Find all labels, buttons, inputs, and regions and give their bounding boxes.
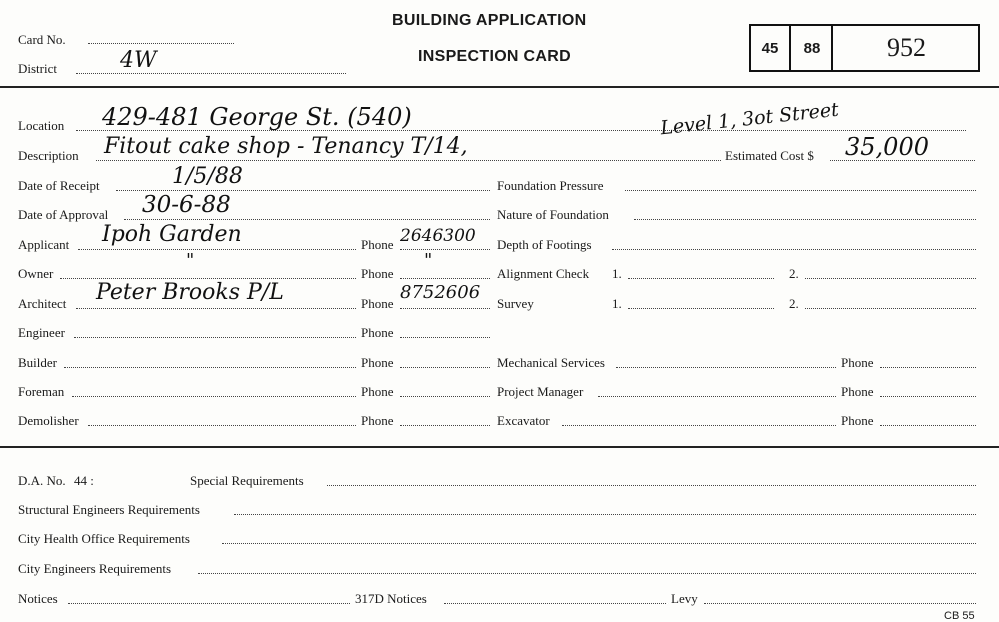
card-no-field[interactable]	[88, 43, 234, 44]
special-req-field[interactable]	[327, 485, 976, 486]
project-manager-phone-label: Phone	[841, 384, 874, 399]
owner-phone-label: Phone	[361, 266, 394, 281]
survey-1-field[interactable]	[628, 308, 774, 309]
architect-label: Architect	[18, 296, 67, 311]
applicant-field[interactable]	[78, 249, 356, 250]
applicant-phone-label: Phone	[361, 237, 394, 252]
location-label: Location	[18, 118, 65, 133]
depth-footings-label: Depth of Footings	[497, 237, 592, 252]
district-label: District	[18, 61, 57, 76]
health-field[interactable]	[222, 543, 976, 544]
date-approval-value: 30-6-88	[142, 192, 231, 218]
owner-label: Owner	[18, 266, 54, 281]
excavator-field[interactable]	[562, 425, 836, 426]
district-field[interactable]	[76, 73, 346, 74]
date-approval-label: Date of Approval	[18, 207, 109, 222]
demolisher-label: Demolisher	[18, 413, 79, 428]
builder-phone-label: Phone	[361, 355, 394, 370]
survey-2-field[interactable]	[805, 308, 976, 309]
mechanical-label: Mechanical Services	[497, 355, 605, 370]
alignment-check-label: Alignment Check	[497, 266, 590, 281]
depth-footings-field[interactable]	[612, 249, 976, 250]
box-a: 45	[761, 39, 779, 57]
engineer-label: Engineer	[18, 325, 65, 340]
city-eng-field[interactable]	[198, 573, 976, 574]
mechanical-field[interactable]	[616, 367, 836, 368]
notices-field[interactable]	[68, 603, 350, 604]
box-b: 88	[789, 26, 833, 70]
alignment-1-label: 1.	[612, 266, 622, 281]
district-value: 4W	[120, 48, 157, 73]
header-divider	[0, 86, 999, 88]
demolisher-phone-label: Phone	[361, 413, 394, 428]
box-number: 952	[831, 26, 980, 70]
location-extra: Level 1, 3ot Street	[659, 98, 840, 140]
foreman-phone-field[interactable]	[400, 396, 490, 397]
architect-phone-value: 8752606	[400, 282, 481, 303]
card-no-label: Card No.	[18, 32, 66, 47]
estimated-cost-value: 35,000	[845, 133, 929, 161]
architect-phone-label: Phone	[361, 296, 394, 311]
engineer-field[interactable]	[74, 337, 356, 338]
description-label: Description	[18, 148, 79, 163]
alignment-2-label: 2.	[789, 266, 799, 281]
applicant-phone-value: 2646300	[400, 226, 476, 246]
da-no-label: D.A. No.	[18, 473, 66, 488]
engineer-phone-label: Phone	[361, 325, 394, 340]
notices-317d-field[interactable]	[444, 603, 666, 604]
engineer-phone-field[interactable]	[400, 337, 490, 338]
owner-phone-field[interactable]	[400, 278, 490, 279]
alignment-2-field[interactable]	[805, 278, 976, 279]
date-receipt-label: Date of Receipt	[18, 178, 100, 193]
date-approval-field[interactable]	[124, 219, 490, 220]
special-req-label: Special Requirements	[190, 473, 304, 488]
footer-divider	[0, 446, 999, 448]
form-code: CB 55	[944, 610, 975, 622]
foreman-field[interactable]	[72, 396, 356, 397]
nature-foundation-field[interactable]	[634, 219, 976, 220]
builder-field[interactable]	[64, 367, 356, 368]
description-value: Fitout cake shop - Tenancy T/14,	[104, 134, 468, 159]
mechanical-phone-field[interactable]	[880, 367, 976, 368]
title-line-2: INSPECTION CARD	[418, 48, 571, 65]
applicant-phone-field[interactable]	[400, 249, 490, 250]
structural-label: Structural Engineers Requirements	[18, 502, 200, 517]
architect-phone-field[interactable]	[400, 308, 490, 309]
builder-phone-field[interactable]	[400, 367, 490, 368]
foundation-pressure-label: Foundation Pressure	[497, 178, 604, 193]
builder-label: Builder	[18, 355, 57, 370]
date-receipt-value: 1/5/88	[172, 164, 243, 189]
city-eng-label: City Engineers Requirements	[18, 561, 172, 576]
demolisher-field[interactable]	[88, 425, 356, 426]
owner-value: "	[186, 250, 195, 271]
nature-foundation-label: Nature of Foundation	[497, 207, 609, 222]
description-field[interactable]	[96, 160, 721, 161]
project-manager-label: Project Manager	[497, 384, 584, 399]
survey-2-label: 2.	[789, 296, 799, 311]
location-value: 429-481 George St. (540)	[102, 103, 412, 131]
foreman-label: Foreman	[18, 384, 65, 399]
card-number-box	[749, 24, 980, 72]
levy-field[interactable]	[704, 603, 976, 604]
alignment-1-field[interactable]	[628, 278, 774, 279]
mechanical-phone-label: Phone	[841, 355, 874, 370]
applicant-label: Applicant	[18, 237, 70, 252]
structural-field[interactable]	[234, 514, 976, 515]
levy-label: Levy	[671, 591, 698, 606]
owner-field[interactable]	[60, 278, 356, 279]
foundation-pressure-field[interactable]	[625, 190, 976, 191]
notices-317d-label: 317D Notices	[355, 591, 427, 606]
date-receipt-field[interactable]	[116, 190, 490, 191]
demolisher-phone-field[interactable]	[400, 425, 490, 426]
architect-field[interactable]	[76, 308, 356, 309]
notices-label: Notices	[18, 591, 58, 606]
project-manager-phone-field[interactable]	[880, 396, 976, 397]
project-manager-field[interactable]	[598, 396, 836, 397]
architect-value: Peter Brooks P/L	[96, 280, 284, 305]
survey-label: Survey	[497, 296, 534, 311]
excavator-label: Excavator	[497, 413, 550, 428]
owner-phone-value: "	[424, 250, 433, 271]
title-line-1: BUILDING APPLICATION	[392, 12, 587, 29]
excavator-phone-label: Phone	[841, 413, 874, 428]
foreman-phone-label: Phone	[361, 384, 394, 399]
da-no-value: 44 :	[74, 473, 94, 488]
estimated-cost-label: Estimated Cost $	[725, 148, 814, 163]
health-label: City Health Office Requirements	[18, 531, 190, 546]
excavator-phone-field[interactable]	[880, 425, 976, 426]
survey-1-label: 1.	[612, 296, 622, 311]
applicant-value: Ipoh Garden	[102, 222, 242, 247]
